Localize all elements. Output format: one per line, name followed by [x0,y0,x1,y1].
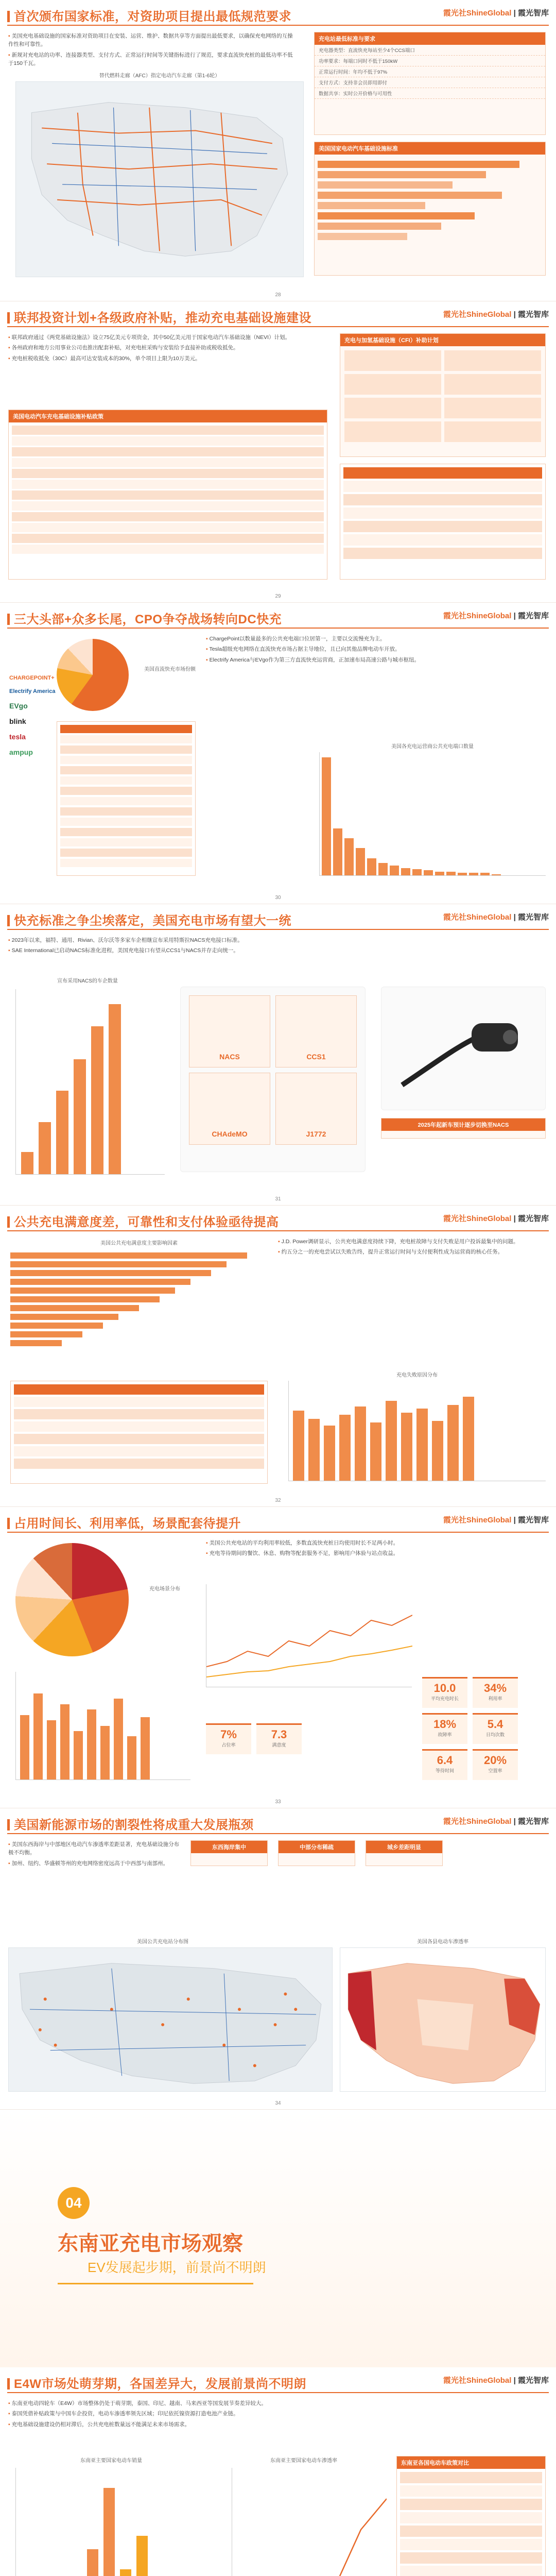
stat-box: 34% 利用率 [473,1677,518,1708]
slide-4 [0,904,556,1206]
section-cover [0,2110,556,2367]
sea-policy-table: 东南亚各国电动车政策对比 [396,2456,546,2576]
side-table [340,464,546,580]
title-rule [7,1833,549,1834]
slide-bullets: ▪ 东南亚电动四轮车（E4W）市场整体仍处于萌芽期，泰国、印尼、越南、马来西亚等国发展节奏差异较大。 ▪ 泰国凭借补贴政策与中国车企投资，电动车渗透率领先区域；印尼依托镍资源打造电池产业链。 ▪ 充电基础设施建设仍相对滞后，公共充电桩数量远不能满足未来市场需求。 [8,2399,544,2431]
region-box-3: 城乡差距明显 [366,1840,443,1866]
standards-panel: 充电站最低标准与要求 充电器类型：直流快充每站至少4个CCS端口 功率要求：每端口同时不低于150kW 正常运行时间：年均不低于97% 支付方式：支持非会员即用即付 数据共享：实时公开价格与可用性 [314,32,546,135]
brand-logo: 霞光社ShineGlobal | 霞光智库 [443,9,549,18]
brand-logo: 霞光社ShineGlobal | 霞光智库 [443,612,549,620]
satisfaction-hbar-chart [10,1250,268,1374]
slide-title: 占用时间长、利用率低，场景配套待提升 [7,1513,241,1531]
sea-sales-title: 东南亚主要国家电动车销量 [80,2458,142,2464]
slide-bullets: ▪ 美国充电基础设施的国家标准对资助项目在安装、运营、维护、数据共享等方面提出最低要求，以确保充电网络的互操作性和可靠性。 ▪ 新规对充电站的功率、连接器类型、支付方式、正常运行时间等关键指标进行了规范，要求直流快充桩的最低功率不低于150千瓦。 [8,32,297,70]
us-charger-map [8,1947,333,2092]
map-caption: 替代燃料走廊（AFC）指定电动汽车走廊（第1-6轮） [99,73,220,79]
section-title: 东南亚充电市场观察 [58,2232,243,2255]
title-rule [7,326,549,327]
failure-table [10,1381,268,1484]
slide-7-content [0,1808,556,2110]
pie-caption: 美国直流快充市场份额 [144,667,196,672]
slide-bullets: ▪ ChargePoint以数量最多的公共充电端口位居第一，主要以交流慢充为主。 ▪ Tesla超级充电网络在直流快充市场占据主导地位，且已向其他品牌电动车开放。 ▪ Electrify America与EVgo作为第三方直流快充运营商，正加速布局高速公路与城市枢纽。 [206,635,546,666]
brand-logo: 霞光社ShineGlobal | 霞光智库 [443,2376,549,2385]
slide-bullets: ▪ 美国公共充电站的平均利用率较低，多数直流快充桩日均使用时长不足两小时。 ▪ 充电等待期间的餐饮、休息、购物等配套服务不足，影响用户体验与站点收益。 [206,1539,546,1560]
slide-title: 公共充电满意度差，可靠性和支付体验亟待提高 [7,1212,279,1230]
scene-pie [15,1543,129,1656]
operator-blink: blink [9,717,26,725]
operator-logos [9,675,56,764]
us-penetration-map [340,1947,546,2092]
title-rule [7,628,549,629]
operator-tesla: tesla [9,733,26,741]
stat-box: 10.0 平均充电时长 [422,1677,467,1708]
map1-caption: 美国公共充电站分布图 [137,1939,188,1945]
standards-panel-2: 美国国家电动汽车基础设施标准 [314,142,546,276]
brand-logo: 霞光社ShineGlobal | 霞光智库 [443,913,549,922]
slide-1 [0,0,556,301]
nacs-bar-chart [15,989,165,1175]
title-rule [7,2392,549,2393]
failure-chart-title: 充电失败原因分布 [396,1372,438,1378]
title-rule [7,1532,549,1533]
slide-title: E4W市场处萌芽期，各国差异大，发展前景尚不明朗 [7,2374,306,2392]
stat-box: 18% 故障率 [422,1713,467,1744]
stat-box: 20% 空置率 [473,1749,518,1780]
page-number: 33 [275,1799,281,1805]
brand-logo: 霞光社ShineGlobal | 霞光智库 [443,1516,549,1524]
operator-ampup: ampup [9,748,33,756]
operator-table [57,721,196,876]
operator-electrify: Electrify America [9,688,56,694]
title-rule [7,25,549,26]
sea-penetration-title: 东南亚主要国家电动车渗透率 [270,2458,337,2464]
dc-market-pie [57,639,129,711]
slide-bullets: ▪ 2023年以来，福特、通用、Rivian、沃尔沃等多家车企相继宣布采用特斯拉NACS充电接口标准。 ▪ SAE International已启动NACS标准化进程，美国充电接口有望从CCS1与NACS并存走向统一。 [8,936,544,957]
failure-bar-chart [288,1381,546,1481]
slide-title: 联邦投资计划+各级政府补贴，推动充电基础设施建设 [7,308,311,326]
map2-caption: 美国各县电动车渗透率 [417,1939,468,1945]
nacs-plug-image [381,987,546,1110]
title-rule [7,929,549,930]
brand-logo: 霞光社ShineGlobal | 霞光智库 [443,1214,549,1223]
operator-chargepoint: CHARGEPOINT+ [9,675,55,681]
slide-title: 首次颁布国家标准，对资助项目提出最低规范要求 [7,6,291,24]
operator-bar-chart [319,752,546,876]
slide-title: 三大头部+众多长尾，CPO争夺战场转向DC快充 [7,609,282,627]
operator-evgo: EVgo [9,702,28,710]
slide-title: 美国新能源市场的割裂性将成重大发展瓶颈 [7,1815,254,1833]
page-number: 31 [275,1196,281,1202]
cfi-panel: 充电与加氢基础设施（CFI）补助计划 [340,333,546,457]
us-corridor-map [15,81,304,277]
page-number: 30 [275,895,281,901]
sea-sales-bar-chart [15,2468,216,2576]
stat-box: 6.4 等待时间 [422,1749,467,1780]
stat-box: 7% 占位率 [206,1723,251,1754]
title-rule [7,1230,549,1231]
page-number: 32 [275,1498,281,1503]
stat-box: 5.4 日均次数 [473,1713,518,1744]
section-number: 04 [58,2187,90,2219]
pie-caption: 充电场景分布 [149,1586,180,1592]
slide-2 [0,301,556,603]
sea-penetration-line-chart [232,2468,386,2576]
brand-logo: 霞光社ShineGlobal | 霞光智库 [443,310,549,319]
brand-logo: 霞光社ShineGlobal | 霞光智库 [443,1817,549,1826]
slide-8 [0,2367,556,2576]
satisfaction-chart-title: 美国公共充电满意度主要影响因素 [100,1241,178,1246]
bar-chart-title: 美国各充电运营商公共充电端口数量 [391,744,474,750]
slide-title: 快充标准之争尘埃落定，美国充电市场有望大一统 [7,910,291,928]
region-box-1: 东西海岸集中 [190,1840,268,1866]
region-box-2: 中部分布稀疏 [278,1840,355,1866]
slide-5 [0,1206,556,1507]
slide-3 [0,603,556,904]
slide-6 [0,1507,556,1808]
slide-bullets: ▪ 联邦政府通过《两党基础设施法》设立75亿美元专项资金，其中50亿美元用于国家电动汽车基础设施（NEVI）计划。 ▪ 各州政府和地方公用事业公司也推出配套补贴，对充电桩采购与安装给予直接补助或税收抵免。 ▪ 充电桩税收抵免（30C）最高可达安装成本的30%，单个项目上限为10万美元。 [8,333,327,365]
nacs-chart-caption: 宣布采用NACS的车企数量 [57,978,118,984]
page-number: 28 [275,292,281,298]
standards-diagram: NACS CCS1 CHAdeMO J1772 [180,987,366,1172]
usage-bar-chart [15,1672,190,1780]
slide-bullets: ▪ J.D. Power调研显示，公共充电满意度持续下降，充电桩故障与支付失败是用户投诉最集中的问题。 ▪ 约五分之一的充电尝试以失败告终，提升正常运行时间与支付便利性成为运营商的核心任务。 [278,1238,546,1259]
nacs-tag: 2025年起新车预计逐步切换至NACS [381,1118,546,1139]
stat-box: 7.3 满意度 [256,1723,302,1754]
page-number: 34 [275,2100,281,2106]
subsidy-table: 美国电动汽车充电基础设施补贴政策 [8,410,327,580]
cover-rule [58,2283,253,2284]
utilization-line-chart [206,1584,412,1687]
page-number: 29 [275,594,281,599]
slide-bullets: ▪ 美国东西海岸与中部地区电动汽车渗透率差距显著，充电基础设施分布极不均衡。 ▪ 加州、纽约、华盛顿等州的充电网络密度远高于中西部与南部州。 [8,1840,183,1870]
section-subtitle: EV发展起步期，前景尚不明朗 [88,2260,266,2275]
